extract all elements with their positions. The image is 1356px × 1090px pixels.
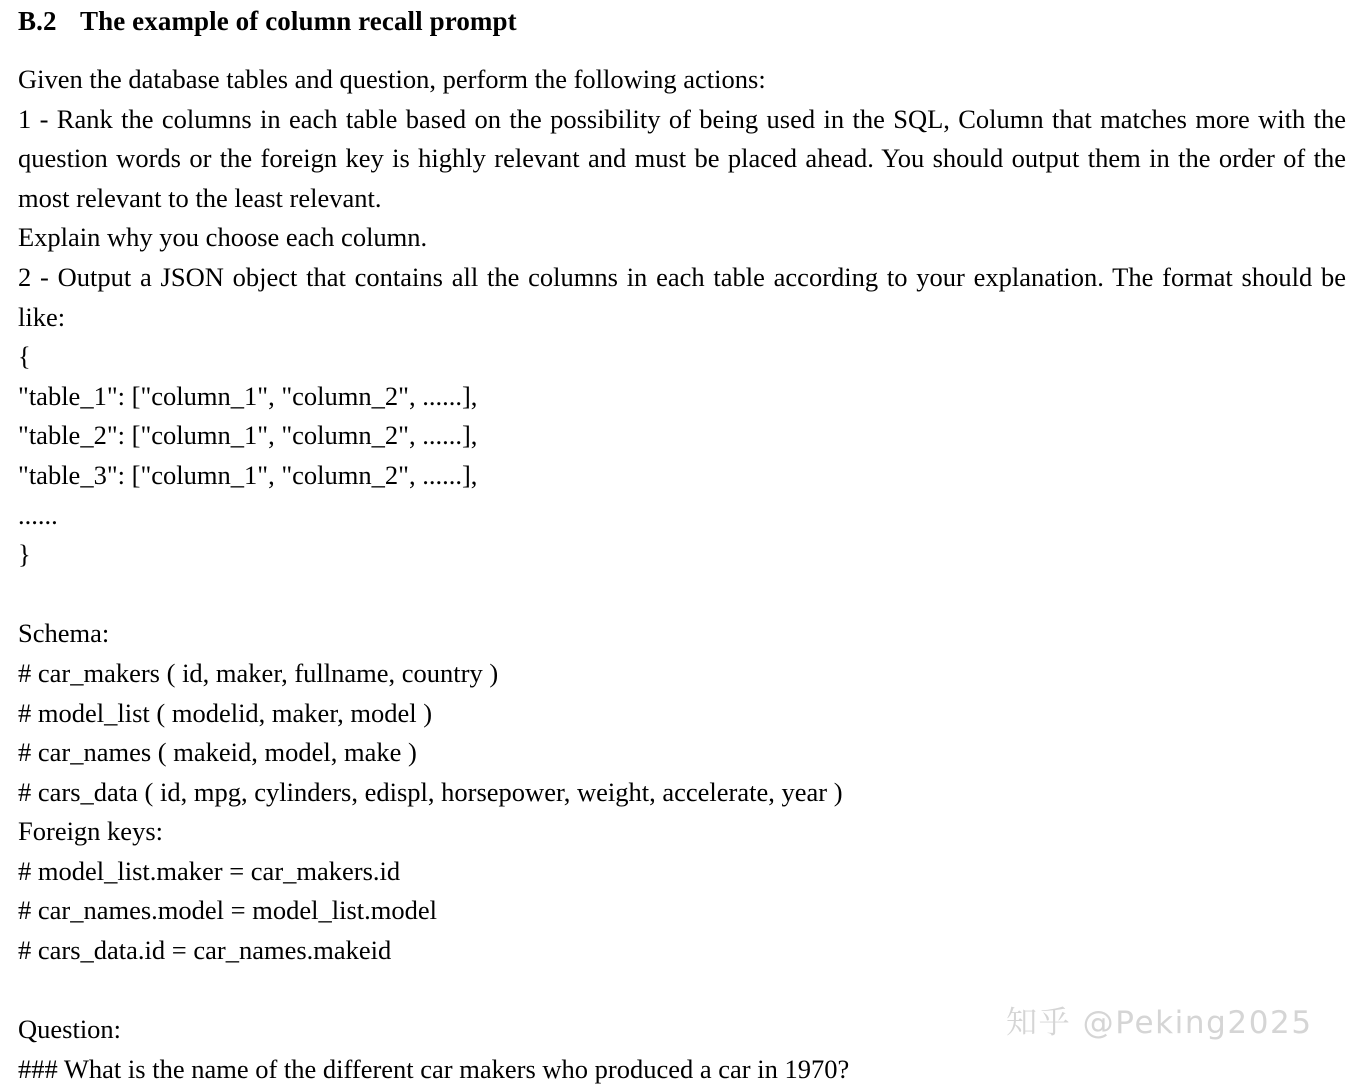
intro-paragraph: Given the database tables and question, perform the following actions: <box>18 64 766 94</box>
explain-line: Explain why you choose each column. <box>18 222 428 253</box>
json-table-line: "table_2": ["column_1", "column_2", ......], <box>18 420 478 451</box>
document-content <box>18 0 1346 1089</box>
json-ellipsis-line: ...... <box>18 499 58 530</box>
schema-table-line: # model_list ( modelid, maker, model ) <box>18 697 433 728</box>
spacer <box>18 575 1346 615</box>
schema-table-line: # car_names ( makeid, model, make ) <box>18 737 417 768</box>
question-text: ### What is the name of the different car makers who produced a car in 1970? <box>18 1053 850 1084</box>
section-number: B.2 <box>18 6 57 36</box>
instruction-2-paragraph: 2 - Output a JSON object that contains all the columns in each table according to your explanation. The format should be like: <box>18 261 1346 332</box>
instruction-1-paragraph: 1 - Rank the columns in each table based on the possibility of being used in the SQL, Column that matches more with the question words or the foreign key is highly relevant and must be placed ahead. You should output them in the order of the most relevant to the least relevant. <box>18 103 1346 213</box>
json-close-brace: } <box>18 539 31 570</box>
section-title: The example of column recall prompt <box>80 6 517 36</box>
zhihu-watermark: 知乎 @Peking2025 <box>1006 1005 1313 1041</box>
foreign-key-line: # car_names.model = model_list.model <box>18 895 437 926</box>
foreign-key-line: # model_list.maker = car_makers.id <box>18 855 401 886</box>
schema-label: Schema: <box>18 618 110 649</box>
json-open-brace: { <box>18 341 31 372</box>
schema-table-line: # cars_data ( id, mpg, cylinders, edispl, horsepower, weight, accelerate, year ) <box>18 776 843 807</box>
schema-table-line: # car_makers ( id, maker, fullname, country ) <box>18 657 499 688</box>
question-label: Question: <box>18 1014 122 1045</box>
foreign-keys-label: Foreign keys: <box>18 816 163 847</box>
json-table-line: "table_3": ["column_1", "column_2", ......], <box>18 459 478 490</box>
json-table-line: "table_1": ["column_1", "column_2", ......], <box>18 380 478 411</box>
foreign-key-line: # cars_data.id = car_names.makeid <box>18 935 392 966</box>
section-heading <box>18 4 1346 38</box>
